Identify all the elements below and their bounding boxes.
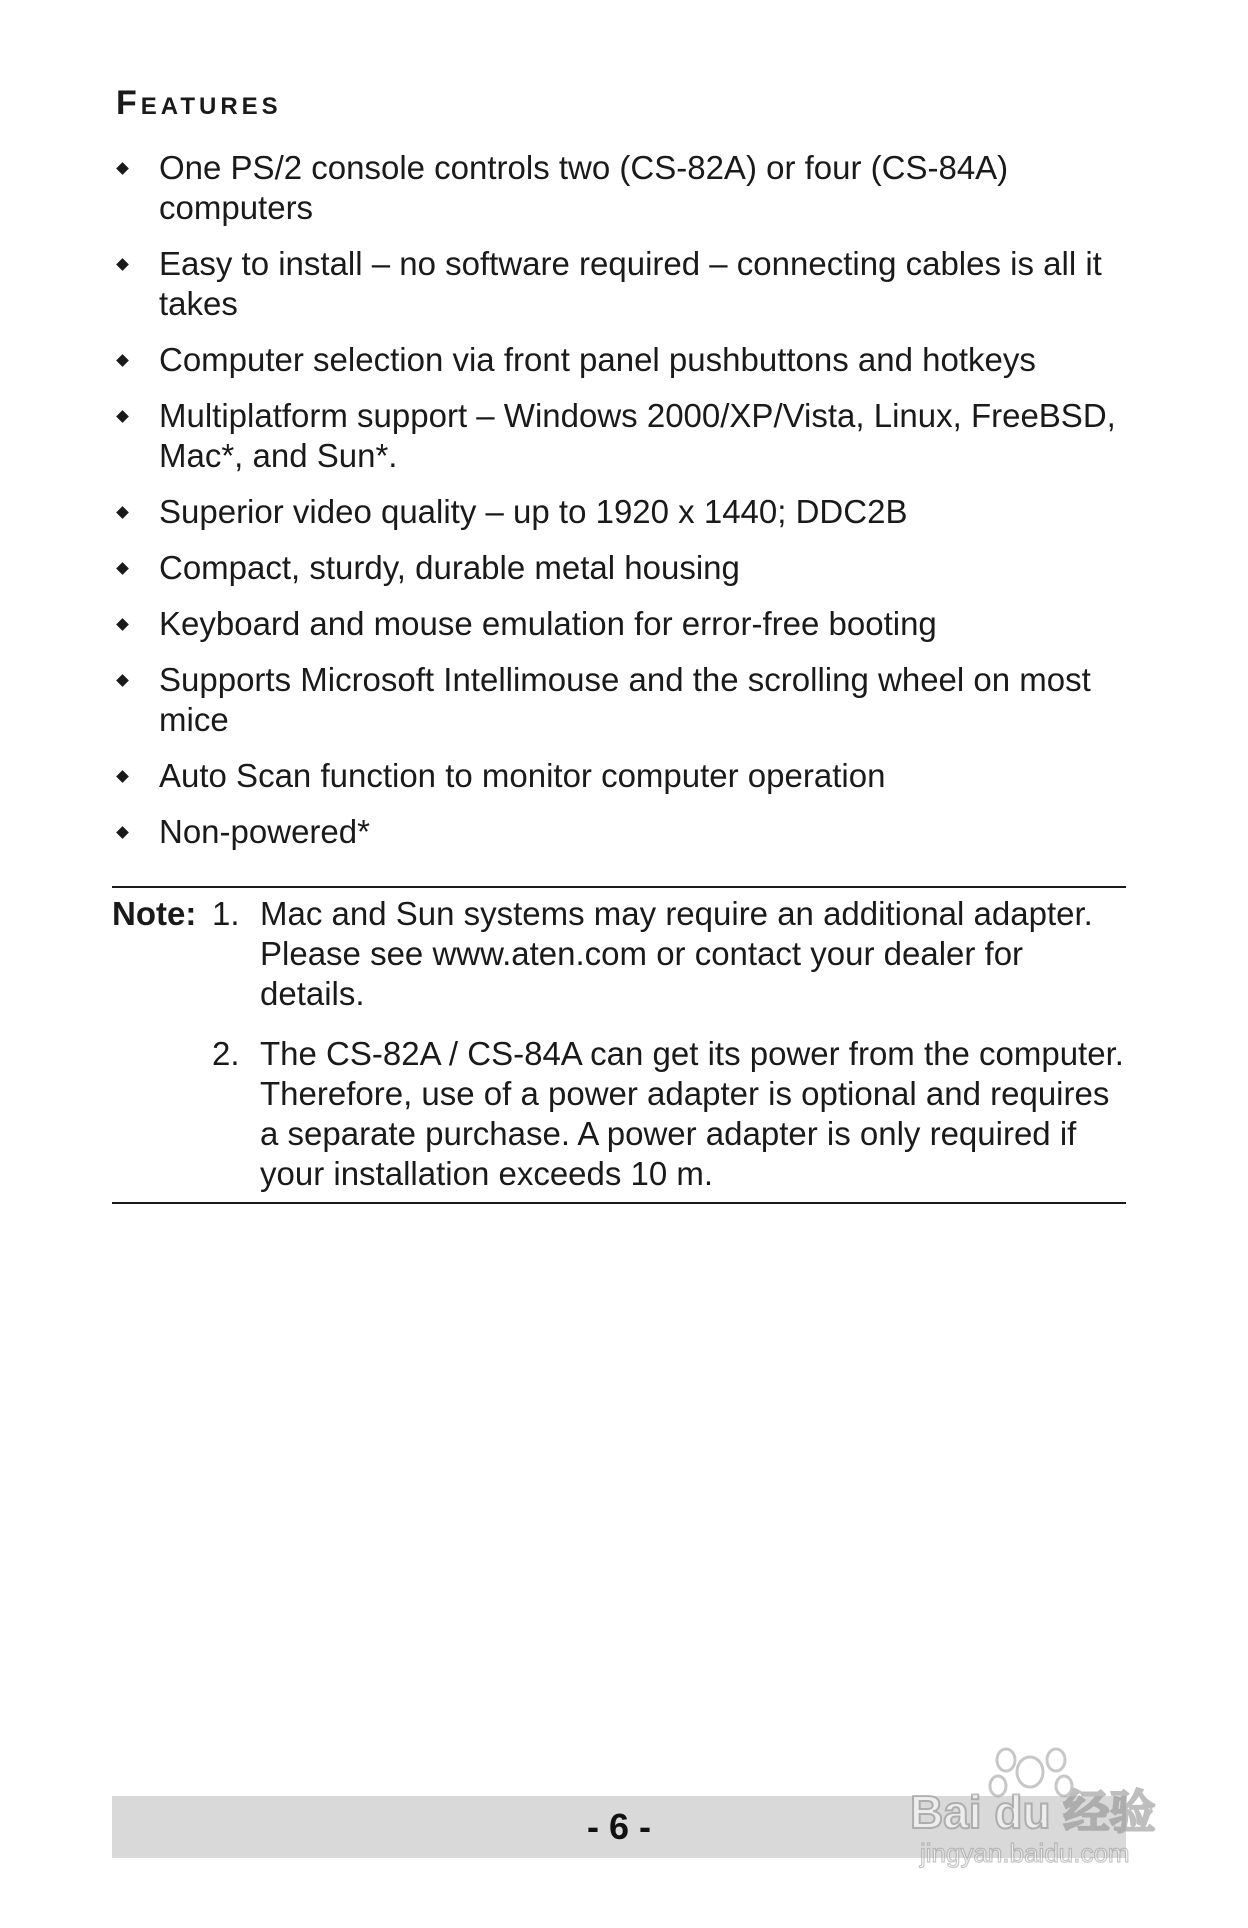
feature-text: Computer selection via front panel pushbuttons and hotkeys: [159, 341, 1036, 378]
diamond-bullet-icon: [116, 674, 129, 687]
feature-text: Superior video quality – up to 1920 x 1440; DDC2B: [159, 493, 908, 530]
feature-text: Supports Microsoft Intellimouse and the scrolling wheel on most mice: [159, 661, 1091, 738]
page-number: - 6 -: [586, 1806, 651, 1847]
feature-item: [116, 604, 1126, 644]
note-item: [112, 894, 1132, 1014]
watermark-url: jingyan.baidu.com: [920, 1838, 1130, 1868]
diamond-bullet-icon: [116, 258, 129, 271]
feature-item: [116, 548, 1126, 588]
diamond-bullet-icon: [116, 770, 129, 783]
features-list: [116, 148, 1126, 868]
feature-item: [116, 396, 1126, 476]
feature-text: One PS/2 console controls two (CS-82A) or four (CS-84A) computers: [159, 149, 1009, 226]
feature-item: [116, 660, 1126, 740]
feature-text: Multiplatform support – Windows 2000/XP/Vista, Linux, FreeBSD, Mac*, and Sun*.: [159, 397, 1116, 474]
diamond-bullet-icon: [116, 562, 129, 575]
feature-item: [116, 148, 1126, 228]
note-label: Note:: [112, 895, 197, 932]
section-heading: Features: [116, 84, 282, 122]
feature-item: [116, 244, 1126, 324]
feature-item: [116, 340, 1126, 380]
diamond-bullet-icon: [116, 506, 129, 519]
note-bottom-divider: [112, 1202, 1126, 1204]
diamond-bullet-icon: [116, 162, 129, 175]
feature-text: Compact, sturdy, durable metal housing: [159, 549, 740, 586]
watermark-brand: Bai du 经验: [910, 1786, 1156, 1838]
note-text: Mac and Sun systems may require an additional adapter. Please see www.aten.com or contact your dealer for details.: [260, 895, 1093, 1012]
note-item: [112, 1034, 1132, 1194]
note-top-divider: [112, 886, 1126, 888]
diamond-bullet-icon: [116, 410, 129, 423]
feature-text: Keyboard and mouse emulation for error-free booting: [159, 605, 937, 642]
note-text: The CS-82A / CS-84A can get its power from the computer. Therefore, use of a power adapter is optional and requires a separate purchase. A power adapter is only required if your installation exceeds 10 m.: [260, 1035, 1124, 1192]
note-block: [112, 894, 1132, 1214]
diamond-bullet-icon: [116, 826, 129, 839]
diamond-bullet-icon: [116, 618, 129, 631]
feature-item: [116, 492, 1126, 532]
note-number: 1.: [212, 895, 240, 932]
feature-text: Easy to install – no software required – connecting cables is all it takes: [159, 245, 1102, 322]
feature-item: [116, 756, 1126, 796]
feature-item: [116, 812, 1126, 852]
feature-text: Auto Scan function to monitor computer operation: [159, 757, 886, 794]
note-label-spacer: [112, 1034, 212, 1194]
feature-text: Non-powered*: [159, 813, 370, 850]
note-number: 2.: [212, 1035, 240, 1072]
baidu-watermark-logo: [880, 1730, 1180, 1870]
diamond-bullet-icon: [116, 354, 129, 367]
